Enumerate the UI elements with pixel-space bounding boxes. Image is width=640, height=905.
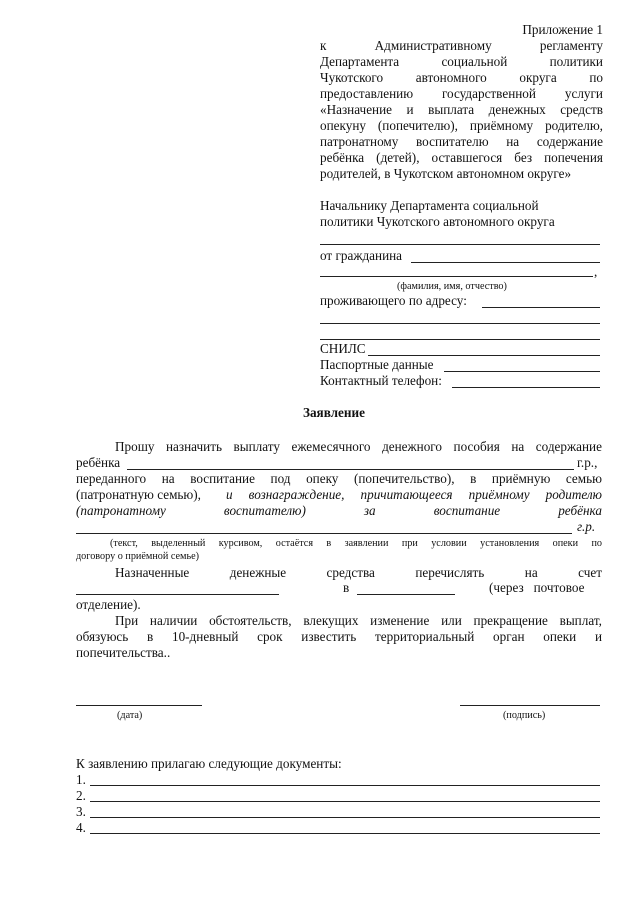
word: выплату bbox=[233, 439, 280, 454]
word: и bbox=[594, 629, 602, 644]
word: (патронатному bbox=[76, 503, 166, 518]
word: опеки bbox=[552, 538, 579, 549]
attachment-field[interactable] bbox=[90, 817, 600, 818]
word: предоставлению bbox=[320, 86, 414, 101]
annex-line bbox=[320, 102, 603, 118]
word: денежного bbox=[382, 439, 442, 454]
word: родителю, bbox=[545, 118, 603, 133]
address-field-3[interactable] bbox=[320, 339, 600, 340]
word: средства bbox=[326, 565, 375, 580]
p2-line-1 bbox=[115, 565, 602, 581]
word: попечения bbox=[544, 150, 603, 165]
word: опеку bbox=[306, 471, 339, 486]
word: воспитателю bbox=[416, 134, 489, 149]
word: ребёнка bbox=[320, 150, 365, 165]
word: под bbox=[270, 471, 291, 486]
recipient-line-2: политики Чукотского автономного округа bbox=[320, 214, 555, 229]
word: государственной bbox=[441, 86, 536, 101]
word: ежемесячного bbox=[291, 439, 371, 454]
annex-line bbox=[320, 134, 603, 150]
word: обязуюсь bbox=[76, 629, 129, 644]
word: средств bbox=[560, 102, 603, 117]
word: и bbox=[406, 102, 414, 117]
word: вознаграждение, bbox=[248, 487, 345, 502]
word: воспитателю) bbox=[223, 503, 306, 518]
annex-line bbox=[320, 150, 603, 166]
word: в bbox=[470, 471, 477, 486]
word: на bbox=[524, 565, 538, 580]
address-field-1[interactable] bbox=[482, 307, 600, 308]
address-field-2[interactable] bbox=[320, 323, 600, 324]
attachments-heading: К заявлению прилагаю следующие документы: bbox=[76, 756, 342, 771]
word: счет bbox=[578, 565, 602, 580]
word: курсивом, bbox=[218, 538, 263, 549]
word: приёмному bbox=[469, 118, 534, 133]
word: изменение bbox=[370, 613, 430, 628]
word: денежные bbox=[229, 565, 287, 580]
phone-field[interactable] bbox=[452, 387, 600, 388]
word: денежных bbox=[488, 102, 546, 117]
word: переданного bbox=[76, 471, 147, 486]
annex-line bbox=[320, 54, 603, 70]
word: при bbox=[401, 538, 418, 549]
word: Департамента bbox=[320, 54, 400, 69]
p2-in-label: в bbox=[343, 580, 350, 595]
word: условии bbox=[431, 538, 467, 549]
from-citizen-label: от гражданина bbox=[320, 248, 403, 263]
word: выделенный bbox=[151, 538, 206, 549]
word: опеки bbox=[543, 629, 577, 644]
p3-line-1 bbox=[115, 613, 602, 629]
attachment-field[interactable] bbox=[90, 833, 600, 834]
word: социальной bbox=[441, 54, 508, 69]
blank-recipient-line[interactable] bbox=[320, 244, 600, 245]
word: на bbox=[506, 134, 520, 149]
annex-line bbox=[320, 86, 603, 102]
child-birth-field[interactable] bbox=[76, 533, 572, 534]
word: причитающееся bbox=[360, 487, 453, 502]
word: по bbox=[589, 70, 603, 85]
word: округа bbox=[519, 70, 557, 85]
word: содержание bbox=[535, 439, 602, 454]
signature-field[interactable] bbox=[460, 705, 600, 706]
p1-line-5-italic bbox=[76, 503, 602, 519]
word: воспитание bbox=[433, 503, 501, 518]
p1-child-label: ребёнка bbox=[76, 455, 121, 470]
word: остаётся bbox=[275, 538, 314, 549]
attachment-number: 4. bbox=[76, 820, 86, 835]
word: без bbox=[514, 150, 533, 165]
word: воспитание bbox=[190, 471, 255, 486]
word: выплата bbox=[428, 102, 475, 117]
word: 10-дневный bbox=[171, 629, 239, 644]
word: родителю bbox=[545, 487, 602, 502]
passport-label: Паспортные данные bbox=[320, 357, 434, 372]
word: выплат, bbox=[559, 613, 602, 628]
word: известить bbox=[301, 629, 357, 644]
word: обстоятельств, bbox=[209, 613, 292, 628]
p1-line-4-italic bbox=[226, 487, 602, 503]
word: семью bbox=[565, 471, 602, 486]
word: влекущих bbox=[303, 613, 359, 628]
account-field[interactable] bbox=[76, 594, 279, 595]
address-label: проживающего по адресу: bbox=[320, 293, 467, 308]
attachment-number: 1. bbox=[76, 772, 86, 787]
word: содержание bbox=[536, 134, 603, 149]
word: (попечителю), bbox=[377, 118, 458, 133]
word: на bbox=[161, 471, 175, 486]
word: политики bbox=[549, 54, 603, 69]
annex-line bbox=[320, 70, 603, 86]
italic-note-line-1 bbox=[110, 537, 602, 550]
word: заявлении bbox=[344, 538, 389, 549]
fio-field[interactable] bbox=[320, 276, 593, 277]
italic-note-line-2: договору о приёмной семье) bbox=[76, 551, 200, 562]
annex-title: Приложение 1 bbox=[522, 22, 603, 37]
p2-line-3: отделение). bbox=[76, 597, 141, 612]
word: за bbox=[363, 503, 376, 518]
from-citizen-field[interactable] bbox=[411, 262, 600, 263]
bank-field[interactable] bbox=[357, 594, 455, 595]
word: в bbox=[326, 538, 332, 549]
recipient-line-1: Начальнику Департамента социальной bbox=[320, 198, 539, 213]
p1-child-suffix: г.р., bbox=[577, 455, 598, 470]
word: на bbox=[511, 439, 525, 454]
p1-line-1 bbox=[115, 439, 602, 455]
word: (попечительство), bbox=[353, 471, 455, 486]
word: ребёнка bbox=[558, 503, 602, 518]
word: патронатному bbox=[320, 134, 399, 149]
date-field[interactable] bbox=[76, 705, 202, 706]
word: к bbox=[320, 38, 327, 53]
word: срок bbox=[257, 629, 283, 644]
annex-line bbox=[320, 38, 603, 54]
date-caption: (дата) bbox=[117, 710, 143, 721]
p1-line-4-plain: (патронатную семью), bbox=[76, 487, 201, 502]
word: Прошу bbox=[115, 439, 155, 454]
annex-line bbox=[320, 118, 603, 134]
word: орган bbox=[493, 629, 525, 644]
attachment-number: 2. bbox=[76, 788, 86, 803]
word: приёмную bbox=[491, 471, 551, 486]
fio-caption: (фамилия, имя, отчество) bbox=[397, 281, 507, 292]
child-name-field[interactable] bbox=[127, 469, 574, 470]
p1-line-6-suffix: г.р. bbox=[577, 519, 596, 534]
word: услуги bbox=[564, 86, 603, 101]
p1-line-3 bbox=[76, 471, 602, 487]
word: Назначенные bbox=[115, 565, 190, 580]
word: или bbox=[441, 613, 462, 628]
attachment-number: 3. bbox=[76, 804, 86, 819]
word: пособия bbox=[453, 439, 500, 454]
signature-caption: (подпись) bbox=[503, 710, 546, 721]
word: опекуну bbox=[320, 118, 366, 133]
p2-postal-suffix: (через почтовое bbox=[489, 580, 585, 595]
word: перечислять bbox=[415, 565, 485, 580]
word: «Назначение bbox=[320, 102, 393, 117]
word: по bbox=[591, 538, 602, 549]
p3-line-3: попечительства.. bbox=[76, 645, 171, 660]
snils-field[interactable] bbox=[368, 355, 600, 356]
annex-last-line: родителей, в Чукотском автономном округе» bbox=[320, 166, 572, 181]
word: Чукотского bbox=[320, 70, 384, 85]
word: Административному bbox=[374, 38, 492, 53]
word: автономного bbox=[415, 70, 487, 85]
word: (текст, bbox=[110, 538, 138, 549]
word: назначить bbox=[166, 439, 222, 454]
word: и bbox=[226, 487, 233, 502]
fio-comma: , bbox=[594, 264, 598, 279]
word: установления bbox=[480, 538, 540, 549]
word: оставшегося bbox=[431, 150, 503, 165]
statement-heading: Заявление bbox=[303, 405, 365, 420]
attachment-field[interactable] bbox=[90, 785, 600, 786]
word: прекращение bbox=[473, 613, 548, 628]
word: регламенту bbox=[539, 38, 603, 53]
word: приёмному bbox=[468, 487, 530, 502]
snils-label: СНИЛС bbox=[320, 341, 366, 356]
phone-label: Контактный телефон: bbox=[320, 373, 442, 388]
word: наличии bbox=[149, 613, 198, 628]
word: территориальный bbox=[375, 629, 475, 644]
word: в bbox=[147, 629, 154, 644]
word: (детей), bbox=[376, 150, 420, 165]
passport-field[interactable] bbox=[444, 371, 600, 372]
word: При bbox=[115, 613, 139, 628]
p3-line-2 bbox=[76, 629, 602, 645]
attachment-field[interactable] bbox=[90, 801, 600, 802]
